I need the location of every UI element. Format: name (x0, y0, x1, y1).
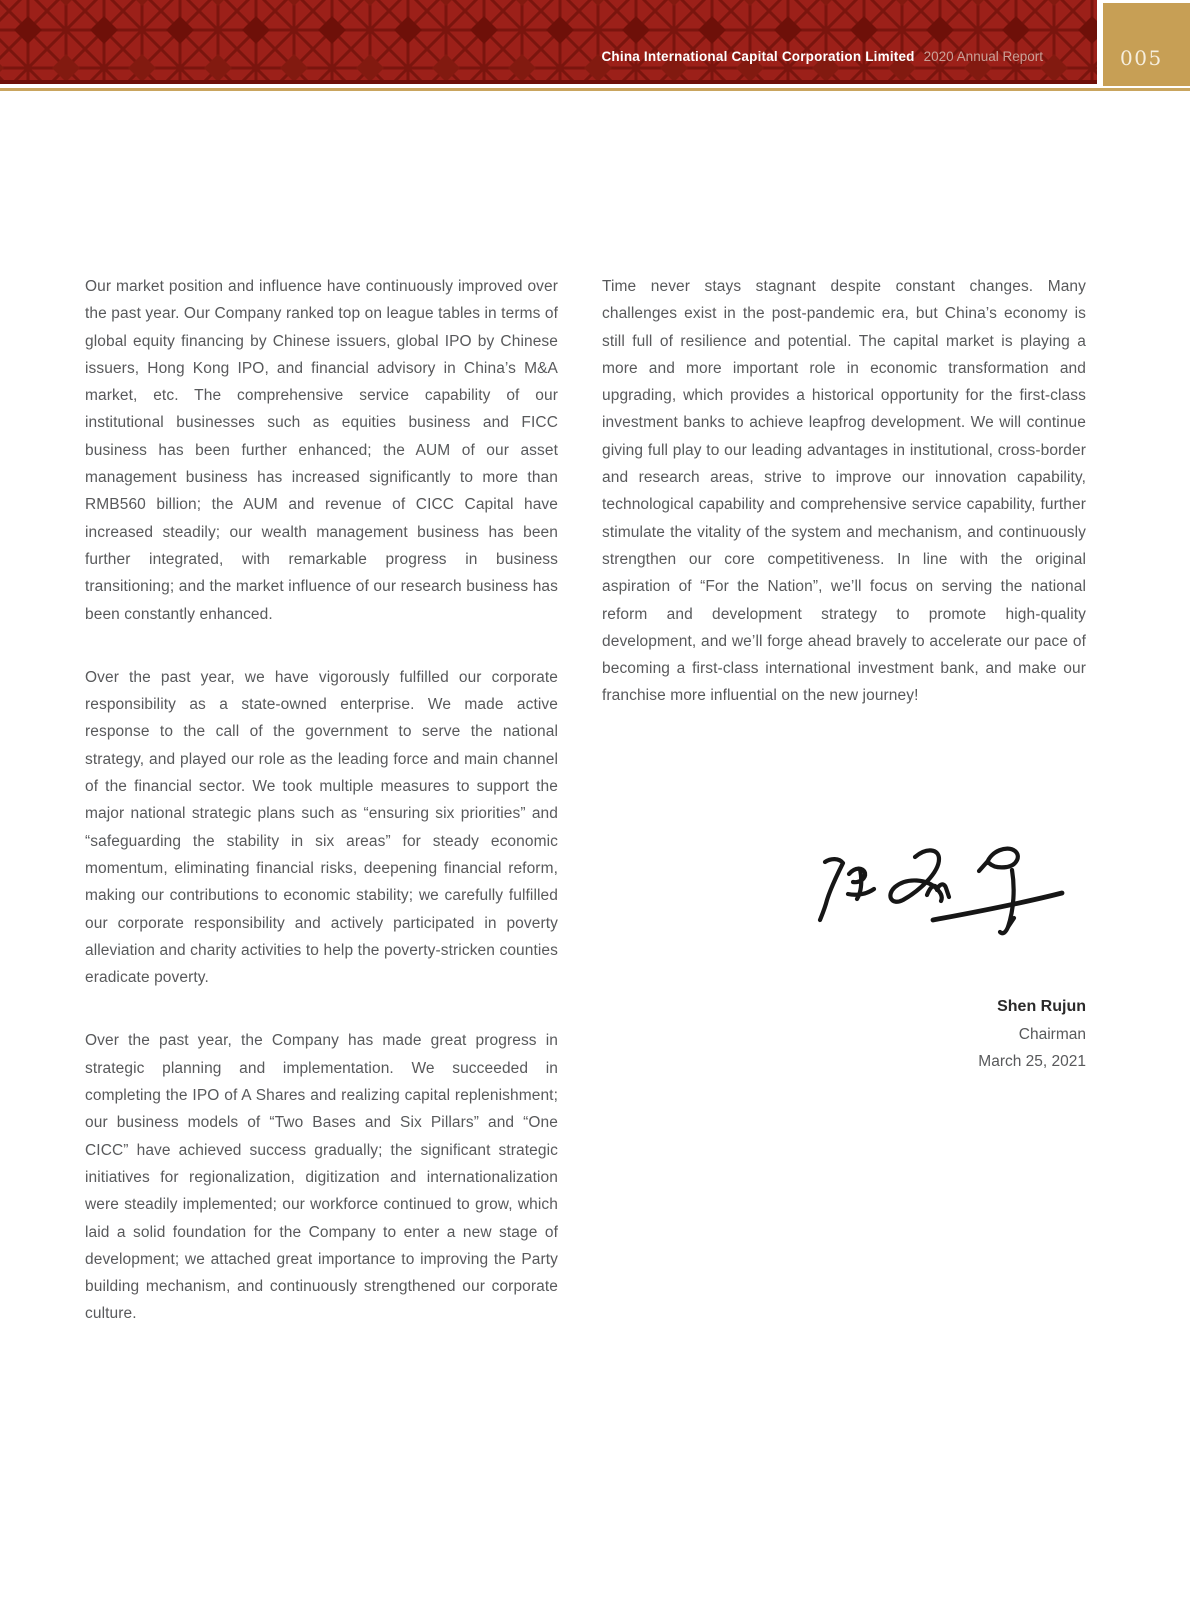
left-column (85, 273, 558, 1364)
signature-block (978, 993, 1086, 1076)
handwritten-signature (815, 843, 1067, 945)
signatory-name: Shen Rujun (997, 998, 1086, 1015)
header-title-group (601, 48, 1043, 66)
header-band (0, 0, 1097, 84)
page-number: 005 (1120, 46, 1163, 70)
paragraph-corporate-responsibility: Over the past year, we have vigorously fulfilled our corporate responsibility as a state-owned enterprise. We made active response to the call of the government to serve the national strategy, and played our role as the leading force and main channel of the financial sector. We took multiple measures to support the major national strategic plans such as “ensuring six priorities” and “safeguarding the stability in six areas” for steady economic momentum, eliminating financial risks, deepening financial reform, making our contributions to economic stability; we carefully fulfilled our corporate responsibility and actively participated in poverty alleviation and charity activities to help the poverty-stricken counties eradicate poverty. (85, 668, 558, 987)
page-number-box (1103, 3, 1190, 86)
company-name: China International Capital Corporation Limited (601, 49, 915, 64)
paragraph-outlook: Time never stays stagnant despite constant changes. Many challenges exist in the post-pandemic era, but China’s economy is still full of resilience and potential. The capital market is playing a more and more important role in economic transformation and upgrading, which provides a historical opportunity for the first-class investment banks to achieve leapfrog development. We will continue giving full play to our leading advantages in institutional, cross-border and research areas, strive to improve our innovation capability, technological capability and comprehensive service capability, further stimulate the vitality of the system and mechanism, and continuously strengthen our core competitiveness. In line with the original aspiration of “For the Nation”, we’ll focus on serving the national reform and development strategy to promote high-quality development, and we’ll forge ahead bravely to accelerate our pace of becoming a first-class international investment bank, and make our franchise more influential on the new journey! (602, 278, 1086, 705)
report-edition: 2020 Annual Report (923, 49, 1043, 64)
paragraph-market-position: Our market position and influence have continuously improved over the past year. Our Company ranked top on league tables in terms of global equity financing by Chinese issuers, global IPO by Chinese issuers, Hong Kong IPO, and financial advisory in China’s M&A market, etc. The comprehensive service capability of our institutional businesses such as equities business and FICC business has been further enhanced; the AUM of our asset management business has increased significantly to more than RMB560 billion; the AUM and revenue of CICC Capital have increased steadily; our wealth management business has been further integrated, with remarkable progress in business transitioning; and the market influence of our research business has been constantly enhanced. (85, 278, 558, 623)
paragraph-strategic-progress: Over the past year, the Company has made great progress in strategic planning and implementation. We succeeded in completing the IPO of A Shares and realizing capital replenishment; our business models of “Two Bases and Six Pillars” and “One CICC” have achieved success gradually; the significant strategic initiatives for regionalization, digitization and internationalization were steadily implemented; our workforce continued to grow, which laid a solid foundation for the Company to enter a new stage of development; we attached great importance to improving the Party building mechanism, and continuously strengthened our corporate culture. (85, 1032, 558, 1323)
right-column (602, 273, 1086, 746)
signatory-title: Chairman (1018, 1025, 1086, 1043)
signature-date: March 25, 2021 (978, 1053, 1086, 1070)
gold-rule (0, 88, 1190, 91)
asanoha-pattern-graphic (0, 0, 1097, 84)
